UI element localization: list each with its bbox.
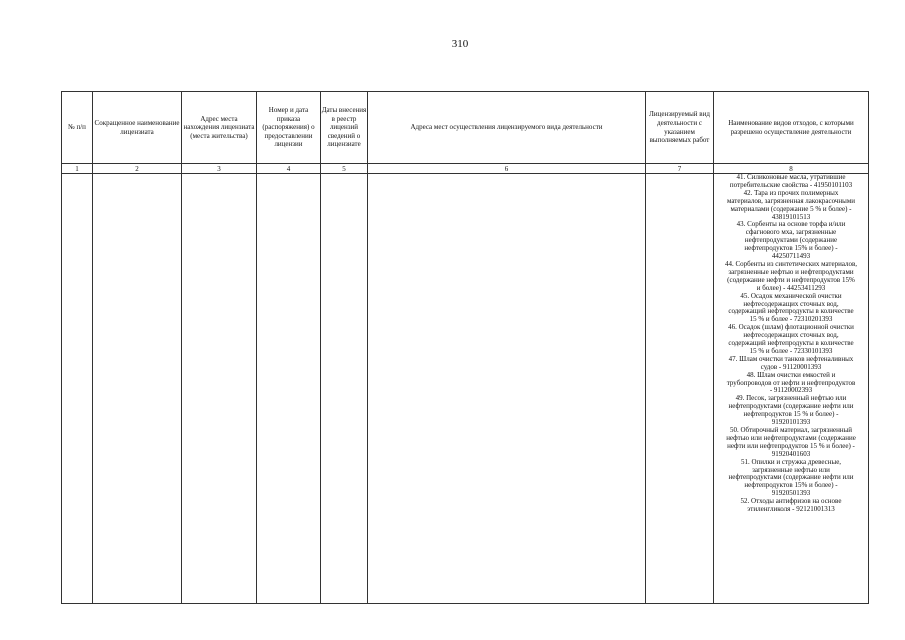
- waste-line: 49. Песок, загрязненный нефтью или: [735, 394, 847, 403]
- waste-line: нефтепродуктами (содержание нефти или: [728, 473, 854, 482]
- waste-line: 50. Обтирочный материал, загрязненный: [729, 426, 853, 434]
- waste-line: 15 % и более - 72330101393: [749, 346, 833, 355]
- cell-licensed-activity: [646, 174, 714, 604]
- waste-line: нефтесодержащих сточных вод,: [743, 331, 839, 340]
- waste-line: 45. Осадок механической очистки: [740, 291, 842, 300]
- waste-line: 52. Отходы антифризов на основе: [740, 497, 842, 506]
- waste-line: 43. Сорбенты на основе торфа и/или: [736, 220, 846, 229]
- waste-line: 51. Опилки и стружка древесные,: [740, 457, 842, 466]
- column-number: 2: [93, 164, 182, 174]
- waste-line: содержащий нефтепродукты в количестве: [728, 339, 854, 348]
- waste-line: 44250711493: [771, 252, 811, 261]
- waste-line: 91920501393: [771, 489, 811, 498]
- header-index: № п/п: [62, 92, 93, 164]
- column-number: 3: [182, 164, 257, 174]
- header-row: [62, 92, 869, 164]
- cell-activity-addresses: [368, 174, 646, 604]
- waste-line: 44. Сорбенты из синтетических материалов,: [724, 259, 858, 268]
- waste-line: 46. Осадок (шлам) флотационной очистки: [728, 323, 854, 332]
- waste-line: этиленгликоля - 92121001313: [747, 505, 835, 514]
- column-number: 5: [321, 164, 368, 174]
- waste-line: нефтепродуктами (содержание: [744, 236, 838, 245]
- cell-licensee-address: [182, 174, 257, 604]
- waste-line: 91920101393: [771, 418, 811, 427]
- license-register-table: [61, 91, 869, 604]
- waste-line: судов - 91120001393: [760, 362, 822, 371]
- waste-line: загрязненные нефтью или: [752, 465, 830, 474]
- waste-line: материалов, загрязненная лакокрасочными: [726, 196, 856, 205]
- page-number: 310: [451, 38, 469, 50]
- cell-registry-dates: [321, 174, 368, 604]
- waste-line: - 91120002393: [769, 386, 813, 395]
- waste-line: 47. Шлам очистки танков нефтеналивных: [728, 354, 854, 363]
- waste-line: содержащий нефтепродукты в количестве: [728, 307, 854, 316]
- waste-line: 43819101513: [771, 212, 811, 221]
- column-number: 1: [62, 164, 93, 174]
- waste-line: 48. Шлам очистки емкостей и: [746, 370, 836, 379]
- waste-line: материалами (содержание 5 % и более) -: [730, 204, 852, 213]
- column-number: 8: [714, 164, 869, 174]
- table-row: [62, 174, 869, 604]
- waste-line: нефтепродуктов 15 % и более) -: [743, 410, 839, 419]
- waste-line: потребительские свойства - 41950101103: [729, 180, 853, 189]
- column-number-row: [62, 164, 869, 174]
- column-number: 7: [646, 164, 714, 174]
- waste-line: 15 % и более - 72310201393: [749, 315, 833, 324]
- cell-waste-types: [714, 174, 869, 604]
- cell-index: [62, 174, 93, 604]
- header-order-number-date: Номер и дата приказа (распоряжения) о предоставлении лицензии: [257, 92, 321, 164]
- header-waste-types: Наименование видов отходов, с которыми разрешено осуществление деятельности: [714, 92, 869, 164]
- cell-licensee-name: [93, 174, 182, 604]
- waste-line: нефтепродуктами (содержание нефти или: [728, 402, 854, 411]
- header-registry-dates: Даты внесения в реестр лицензий сведений о лицензиате: [321, 92, 368, 164]
- waste-line: загрязненные нефтью и нефтепродуктами: [728, 267, 854, 276]
- header-licensed-activity: Лицензируемый вид деятельности с указанием выполняемых работ: [646, 92, 714, 164]
- header-licensee-address: Адрес места нахождения лицензиата (места жительства): [182, 92, 257, 164]
- column-number: 6: [368, 164, 646, 174]
- waste-line: (содержание нефти и нефтепродуктов 15%: [727, 275, 855, 284]
- waste-line: сфагнового мха, загрязненные: [745, 228, 837, 237]
- waste-line: нефтесодержащих сточных вод,: [743, 299, 839, 308]
- cell-order-number-date: [257, 174, 321, 604]
- waste-line: нефтью или нефтепродуктами (содержание: [726, 433, 856, 442]
- waste-line: нефти или нефтепродуктов 15 % и более) -: [727, 441, 855, 450]
- waste-line: 42. Тара из прочих полимерных: [743, 188, 839, 197]
- waste-line: трубопроводов от нефти и нефтепродуктов: [726, 378, 856, 387]
- waste-line: и более) - 44253411293: [756, 283, 826, 292]
- waste-line: 41. Силиконовые масла, утратившие: [736, 173, 846, 181]
- waste-line: нефтепродуктов 15% и более) -: [744, 481, 838, 490]
- waste-line: 91920401603: [771, 449, 811, 458]
- header-licensee-name: Сокращенное наименование лицензиата: [93, 92, 182, 164]
- header-activity-addresses: Адреса мест осуществления лицензируемого вида деятельности: [368, 92, 646, 164]
- column-number: 4: [257, 164, 321, 174]
- waste-line: нефтепродуктов 15% и более) -: [744, 244, 838, 253]
